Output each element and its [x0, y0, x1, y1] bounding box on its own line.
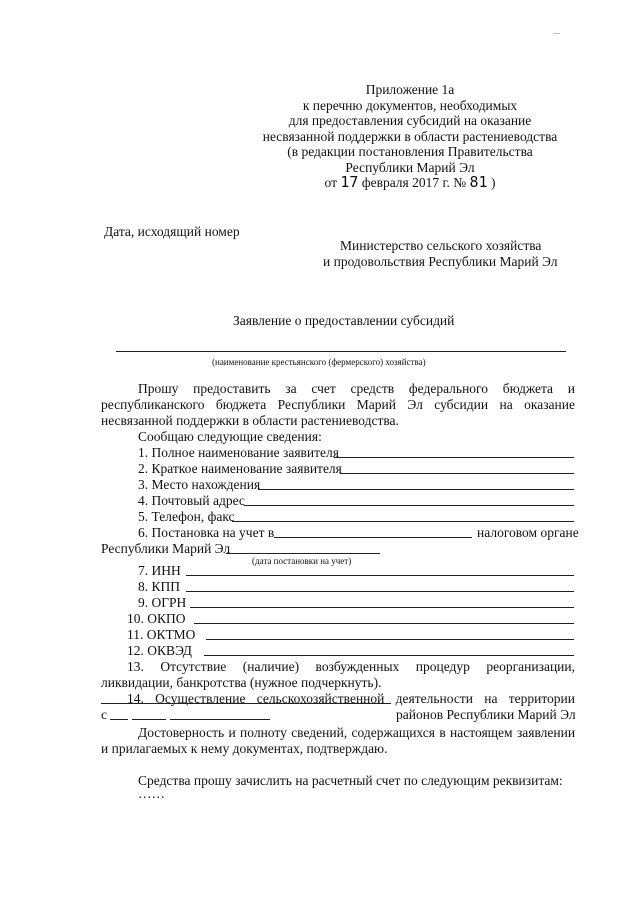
word: оказание — [524, 397, 575, 412]
field-registration-date-caption: (дата постановки на учет) — [252, 556, 352, 566]
word: в — [439, 725, 446, 740]
field-oktmo-label: 11. ОКТМО — [127, 627, 196, 642]
word: настоящем — [450, 725, 513, 740]
field-registration-republic: Республики Марий Эл — [101, 541, 231, 556]
word: заявлении — [516, 725, 576, 740]
field-registration-label: 6. Постановка на учет в — [138, 525, 275, 540]
word: Достоверность — [138, 725, 225, 740]
word: процедур — [415, 659, 470, 674]
field-phone-fax-input[interactable] — [232, 521, 574, 522]
field-location-input[interactable] — [258, 489, 574, 490]
confirm-line-2: и прилагаемых к нему документах, подтверждаю. — [101, 741, 388, 756]
word: средств — [350, 381, 395, 396]
date-month-year: февраля 2017 г. № — [361, 175, 467, 190]
field-okpo-input[interactable] — [194, 623, 574, 624]
request-line-3: несвязанной поддержки в области растениеводства. — [101, 413, 399, 428]
field-okpo-label: 10. ОКПО — [127, 611, 186, 626]
field-ogrn-input[interactable] — [190, 607, 574, 608]
applicant-caption: (наименование крестьянского (фермерского) хозяйства) — [212, 357, 426, 367]
item-14-districts-suffix: районов Республики Марий Эл — [396, 707, 576, 722]
word: на — [499, 397, 513, 412]
field-ogrn-label: 9. ОГРН — [138, 595, 187, 610]
recipient-line-2: и продовольствия Республики Марий Эл — [323, 254, 558, 269]
word: 13. Отсутствие — [127, 659, 227, 674]
word: бюджета — [215, 397, 267, 412]
item-14-since-year-input[interactable] — [170, 719, 270, 720]
appendix-header — [250, 82, 570, 191]
date-suffix: ) — [490, 175, 496, 190]
outgoing-number-label: Дата, исходящий номер — [104, 224, 240, 239]
field-registration-input[interactable] — [274, 537, 472, 538]
field-oktmo-input[interactable] — [206, 639, 574, 640]
word: сведений, — [291, 725, 348, 740]
word: бюджета — [502, 381, 554, 396]
word: содержащихся — [351, 725, 435, 740]
request-line-1 — [138, 381, 575, 397]
word: федерального — [408, 381, 488, 396]
word: 14. Осуществление — [127, 691, 246, 706]
word: за — [285, 381, 297, 396]
item-14-line-1 — [127, 691, 575, 707]
field-phone-fax-label: 5. Телефон, факс — [138, 509, 235, 524]
word: реорганизации, — [486, 659, 575, 674]
field-okved-input[interactable] — [204, 655, 574, 656]
appendix-line-6: Республики Марий Эл — [345, 159, 475, 175]
applicant-name-line[interactable] — [116, 351, 566, 352]
field-full-name-input[interactable] — [334, 457, 574, 458]
word: Прошу — [138, 381, 179, 396]
appendix-line-2: к перечню документов, необходимых — [302, 97, 518, 113]
word: возбужденных — [315, 659, 400, 674]
info-intro: Сообщаю следующие сведения: — [138, 429, 322, 444]
request-line-2 — [101, 397, 575, 413]
word: сельскохозяйственной — [256, 691, 385, 706]
appendix-line-4: несвязанной поддержки в области растениеводства — [262, 128, 558, 144]
field-kpp-input[interactable] — [186, 591, 574, 592]
appendix-line-3: для предоставления субсидий на оказание — [288, 113, 532, 128]
word: и — [228, 725, 236, 740]
scan-mark — [553, 33, 560, 34]
item-13-line-2: ликвидации, банкротства (нужное подчеркнуть). — [101, 675, 382, 690]
word: субсидии — [434, 397, 489, 412]
field-kpp-label: 8. КПП — [138, 579, 181, 594]
word: Марий — [356, 397, 396, 412]
word: (наличие) — [242, 659, 300, 674]
word: полноту — [240, 725, 287, 740]
word: счет — [311, 381, 336, 396]
item-14-since-month-input[interactable] — [132, 719, 166, 720]
word: Эл — [407, 397, 423, 412]
field-postal-address-input[interactable] — [244, 505, 574, 506]
date-day: 17 — [340, 173, 359, 191]
confirm-line-1 — [138, 725, 575, 741]
document-title: Заявление о предоставлении субсидий — [233, 313, 455, 328]
recipient-line-1: Министерство сельского хозяйства — [340, 238, 542, 253]
word: территории — [508, 691, 575, 706]
field-short-name-label: 2. Краткое наименование заявителя — [138, 461, 342, 476]
field-okved-label: 12. ОКВЭД — [127, 643, 192, 658]
field-inn-input[interactable] — [186, 575, 574, 576]
appendix-line-5: (в редакции постановления Правительства — [287, 144, 533, 159]
word: и — [567, 381, 576, 396]
field-short-name-input[interactable] — [340, 473, 574, 474]
item-14-districts-input[interactable] — [101, 703, 391, 704]
field-postal-address-label: 4. Почтовый адрес — [138, 493, 245, 508]
field-full-name-label: 1. Полное наименование заявителя — [138, 445, 339, 460]
field-registration-date-input[interactable] — [226, 553, 380, 554]
field-inn-label: 7. ИНН — [138, 563, 181, 578]
appendix-title: Приложение 1а — [365, 82, 455, 97]
date-prefix: от — [324, 175, 338, 190]
bank-details-ellipsis: …… — [138, 786, 165, 801]
appendix-date-line — [250, 175, 570, 191]
decree-number: 81 — [469, 173, 488, 191]
item-14-since-prefix: с — [101, 707, 107, 722]
word: Республики — [277, 397, 346, 412]
field-registration-tax-office: налоговом органе — [477, 525, 579, 540]
bank-details-line: Средства прошу зачислить на расчетный счет по следующим реквизитам: — [138, 773, 563, 788]
word: деятельности — [395, 691, 473, 706]
item-14-since-day-input[interactable] — [110, 719, 128, 720]
item-13-line-1 — [127, 659, 575, 675]
word: республиканского — [101, 397, 205, 412]
word: предоставить — [193, 381, 271, 396]
field-location-label: 3. Место нахождения — [138, 477, 261, 492]
word: на — [484, 691, 498, 706]
